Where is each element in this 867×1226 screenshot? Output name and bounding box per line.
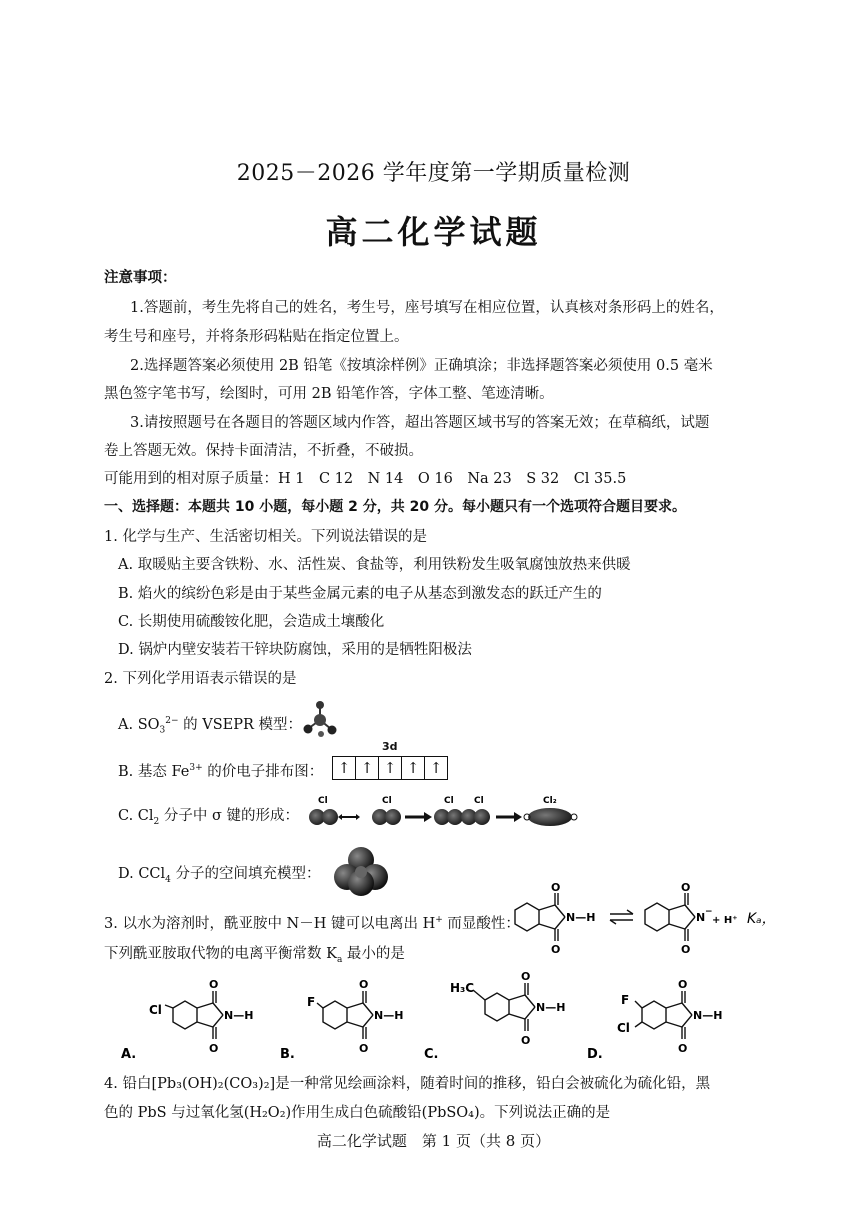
cl-label: Cl <box>474 796 484 806</box>
option-d-label: D. <box>587 1047 603 1062</box>
option-b-label: B. <box>280 1047 295 1062</box>
atom-nh: N—H <box>693 1009 723 1022</box>
q1-option-a: A. 取暖贴主要含铁粉、水、活性炭、食盐等，利用铁粉发生吸氧腐蚀放热来供暖 <box>118 557 631 573</box>
atom-o: O <box>681 881 691 894</box>
atom-nh: N—H <box>536 1001 566 1014</box>
cl-label: Cl <box>444 796 454 806</box>
ka-symbol: Kₐ， <box>747 911 776 927</box>
atom-o: O <box>678 978 688 991</box>
atom-o: O <box>359 978 369 991</box>
q3-stem-line-1: 3. 以水为溶剂时，酰亚胺中 N－H 键可以电离出 H+ 而显酸性： <box>104 915 520 932</box>
atomic-masses: 可能用到的相对原子质量：H 1 C 12 N 14 O 16 Na 23 S 32 Cl 35.5 <box>104 471 627 487</box>
atom-o: O <box>681 943 691 956</box>
page-footer: 高二化学试题 第 1 页（共 8 页） <box>316 1132 551 1150</box>
section-heading: 一、选择题：本题共 10 小题，每小题 2 分，共 20 分。每小题只有一个选项符合题目要求。 <box>104 499 686 515</box>
q2-stem: 2. 下列化学用语表示错误的是 <box>104 671 297 687</box>
q2-option-c: C. $Cl_2$ 分子中 σ 键的形成： <box>118 808 299 827</box>
exam-year-line: 2025－2026 学年度第一学期质量检测 <box>236 161 631 186</box>
substituent-f: F <box>621 993 630 1007</box>
note-2-line-2: 黑色签字笔书写，绘图时，可用 2B 铅笔作答，字体工整、笔迹清晰。 <box>104 386 554 402</box>
atom-o: O <box>521 970 531 983</box>
q1-option-b: B. 焰火的缤纷色彩是由于某些金属元素的电子从基态到激发态的跃迁产生的 <box>118 586 602 602</box>
q4-stem-line-2: 色的 PbS 与过氧化氢(H₂O₂)作用生成白色硫酸铅(PbSO₄)。下列说法正确的是 <box>104 1105 611 1121</box>
negative-charge: − <box>705 907 713 917</box>
sigma-bond-formation-diagram <box>302 792 582 832</box>
substituent-cl: Cl <box>149 1003 162 1017</box>
atom-o: O <box>551 881 561 894</box>
option-a-label: A. <box>121 1047 137 1062</box>
q2-option-b: B. 基态 $Fe^{3+}$ 的价电子排布图： <box>118 763 324 780</box>
q1-option-d: D. 锅炉内壁安装若干锌块防腐蚀，采用的是牺牲阳极法 <box>118 642 472 658</box>
fe3-orbital-diagram <box>332 756 448 780</box>
q2-option-d: D. CCl$_4$ 分子的空间填充模型： <box>118 866 321 885</box>
so3-vsepr-model-image <box>300 698 340 740</box>
atom-nh: N—H <box>374 1009 404 1022</box>
imide-ionization-equation <box>505 880 865 960</box>
orbital-box: ↑ <box>402 757 425 779</box>
q1-stem: 1. 化学与生产、生活密切相关。下列说法错误的是 <box>104 529 427 545</box>
note-3-line-1: 3.请按照题号在各题目的答题区域内作答，超出答题区域书写的答案无效；在草稿纸，试题 <box>130 415 710 431</box>
q3-stem-line-2: 下列酰亚胺取代物的电离平衡常数 $K_a$ 最小的是 <box>104 946 405 965</box>
orbital-box: ↑ <box>333 757 356 779</box>
q4-stem-line-1: 4. 铅白[Pb₃(OH)₂(CO₃)₂]是一种常见绘画涂料，随着时间的推移，铅白会被硫化为硫化铅，黑 <box>104 1076 711 1092</box>
page-title: 高二化学试题 <box>325 213 542 251</box>
atom-nh: N—H <box>224 1009 254 1022</box>
option-c-label: C. <box>424 1047 439 1062</box>
products-h-plus: + H⁺ <box>712 915 738 926</box>
note-1-line-2: 考生号和座号，并将条形码粘贴在指定位置上。 <box>104 329 409 345</box>
q2-option-a: A. $SO_3^{2-}$ 的 VSEPR 模型： <box>118 716 303 736</box>
cl-label: Cl <box>318 796 328 806</box>
atom-o: O <box>209 978 219 991</box>
substituent-ch3: H₃C <box>450 981 475 995</box>
orbital-box: ↑ <box>356 757 379 779</box>
atom-nh: N—H <box>566 911 596 924</box>
atom-n: N <box>696 911 706 924</box>
cl2-label: Cl₂ <box>543 796 557 806</box>
note-1-line-1: 1.答题前，考生先将自己的姓名，考生号，座号填写在相应位置，认真核对条形码上的姓名， <box>130 300 724 316</box>
atom-o: O <box>521 1034 531 1047</box>
notes-heading: 注意事项： <box>104 270 177 286</box>
atom-o: O <box>209 1042 219 1055</box>
orbital-label: 3d <box>382 740 398 753</box>
ccl4-space-filling-model-image <box>332 845 390 897</box>
q3-options-structures <box>115 968 855 1064</box>
note-3-line-2: 卷上答题无效。保持卡面清洁，不折叠，不破损。 <box>104 443 423 459</box>
orbital-box: ↑ <box>379 757 402 779</box>
substituent-f: F <box>307 995 316 1009</box>
note-2-line-1: 2.选择题答案必须使用 2B 铅笔《按填涂样例》正确填涂；非选择题答案必须使用 0.5 毫米 <box>130 358 713 374</box>
atom-o: O <box>359 1042 369 1055</box>
atom-o: O <box>678 1042 688 1055</box>
substituent-cl: Cl <box>617 1021 630 1035</box>
atom-o: O <box>551 943 561 956</box>
orbital-box: ↑ <box>429 759 443 777</box>
q1-option-c: C. 长期使用硫酸铵化肥，会造成土壤酸化 <box>118 614 385 630</box>
cl-label: Cl <box>382 796 392 806</box>
